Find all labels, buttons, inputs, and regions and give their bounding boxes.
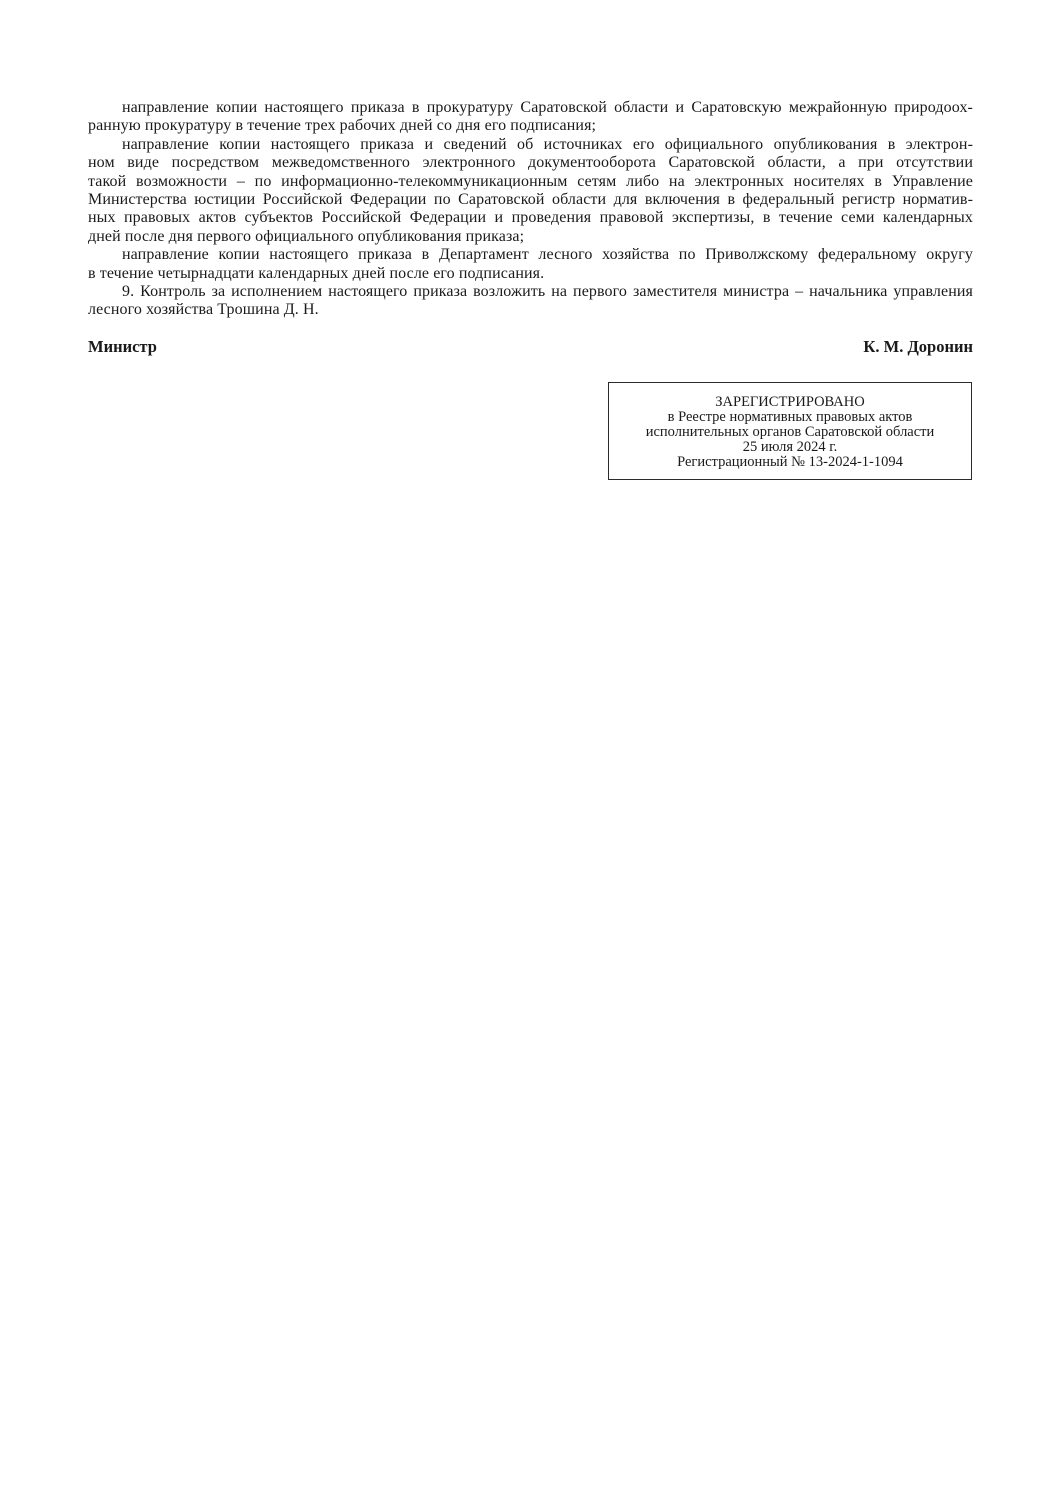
body-text [88, 99, 973, 320]
text-line: такой возможности – по информационно-телекоммуникационным сетям либо на электронных носителях в Управление [88, 172, 973, 190]
paragraph [88, 283, 973, 320]
signature-name: К. М. Доронин [863, 337, 973, 356]
text-line: ном виде посредством межведомственного электронного документооборота Саратовской области, а при отсутствии [88, 154, 973, 172]
text-line: направление копии настоящего приказа и сведений об источниках его официального опубликования в электрон- [122, 135, 973, 153]
paragraph [88, 246, 973, 283]
text-line: 9. Контроль за исполнением настоящего приказа возложить на первого заместителя министра – начальника управления [122, 283, 973, 301]
stamp-line-registered: ЗАРЕГИСТРИРОВАНО [715, 394, 865, 410]
stamp-line-registry: в Реестре нормативных правовых актов [667, 408, 913, 425]
stamp-line-authority: исполнительных органов Саратовской области [645, 423, 935, 440]
registration-stamp [608, 382, 972, 480]
text-line: дней после дня первого официального опубликования приказа; [88, 227, 525, 245]
stamp-line-number: Регистрационный № 13-2024-1-1094 [677, 453, 903, 470]
text-line: Министерства юстиции Российской Федерации по Саратовской области для включения в федеральный регистр норматив- [88, 191, 973, 209]
signature-row [88, 337, 973, 357]
paragraph [88, 136, 973, 246]
text-line: ранную прокуратуру в течение трех рабочих дней со дня его подписания; [88, 117, 597, 135]
text-line: направление копии настоящего приказа в прокуратуру Саратовской области и Саратовскую межрайонную природоох- [122, 99, 973, 116]
stamp-line-date: 25 июля 2024 г. [742, 438, 838, 455]
text-line: в течение четырнадцати календарных дней после его подписания. [88, 264, 545, 282]
text-line: лесного хозяйства Трошина Д. Н. [88, 301, 319, 319]
text-line: направление копии настоящего приказа в Департамент лесного хозяйства по Приволжскому федеральному округу [122, 246, 973, 264]
signature-title: Министр [88, 337, 157, 356]
paragraph [88, 99, 973, 136]
text-line: ных правовых актов субъектов Российской Федерации и проведения правовой экспертизы, в течение семи календарных [88, 209, 973, 227]
